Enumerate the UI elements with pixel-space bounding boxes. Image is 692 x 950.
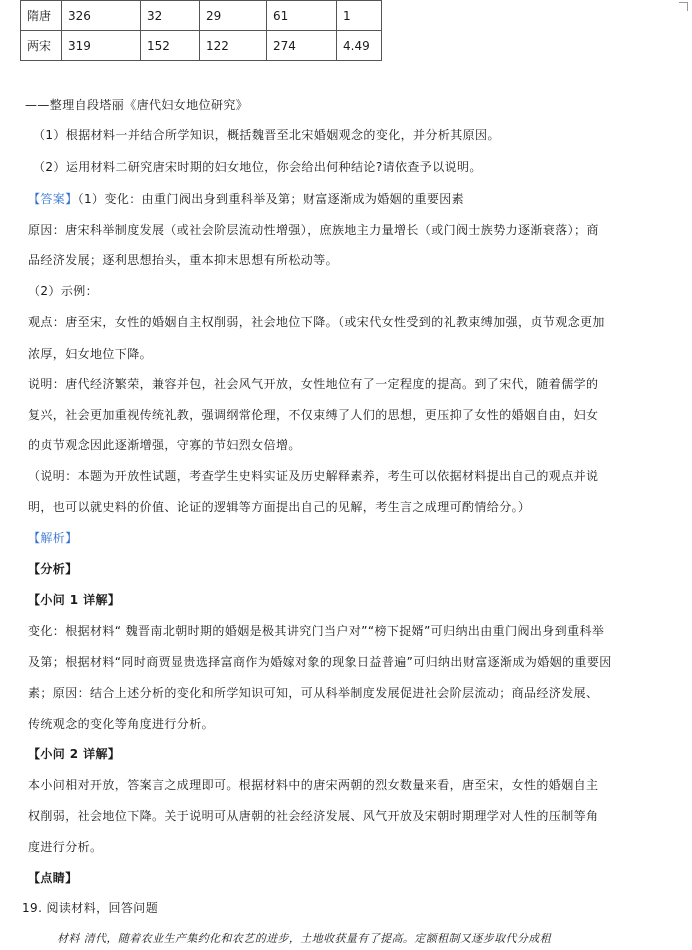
table-cell: 两宋 <box>21 31 62 61</box>
table-cell: 隋唐 <box>21 1 62 31</box>
question-1: （1）根据材料一并结合所学知识，概括魏晋至北宋婚姻观念的变化，并分析其原因。 <box>33 128 500 142</box>
table-cell: 326 <box>62 1 141 31</box>
table-cell: 319 <box>62 31 141 61</box>
detail-1-line: 变化：根据材料“ 魏晋南北朝时期的婚姻是极其讲究门当户对”“榜下捉婿”可归纳出由重门阀出身到重科举 <box>28 624 605 638</box>
xiaowen-2-tag: 【小问 2 详解】 <box>28 747 121 761</box>
dianjing-tag: 【点睛】 <box>28 871 78 885</box>
answer-block <box>28 190 464 207</box>
source-citation: ——整理自段塔丽《唐代妇女地位研究》 <box>25 98 249 112</box>
corner-mark <box>679 2 688 11</box>
explain-line: 说明：唐代经济繁荣，兼容并包，社会风气开放，女性地位有了一定程度的提高。到了宋代，随着儒学的 <box>28 377 599 391</box>
explain-line: 的贞节观念因此逐渐增强，守寡的节妇烈女倍增。 <box>28 438 301 452</box>
data-table <box>20 0 382 61</box>
detail-2-line: 本小问相对开放，答案言之成理即可。根据材料中的唐宋两朝的烈女数量来看，唐至宋，女性的婚姻自主 <box>28 778 599 792</box>
table-row <box>21 31 382 61</box>
question-19: 19. 阅读材料，回答问题 <box>22 901 159 915</box>
explain-line: 复兴，社会更加重视传统礼教，强调纲常伦理，不仅束缚了人们的思想，更压抑了女性的婚姻自由，妇女 <box>28 408 599 422</box>
table-row <box>21 1 382 31</box>
question-2: （2）运用材料二研究唐宋时期的妇女地位，你会给出何种结论?请依查予以说明。 <box>33 160 482 174</box>
answer-line: （2）示例： <box>28 284 99 298</box>
note-line: 明，也可以就史料的价值、论证的逻辑等方面提出自己的见解，考生言之成理可酌情给分。） <box>28 500 531 514</box>
table-cell: 1 <box>337 1 382 31</box>
table-cell: 274 <box>267 31 337 61</box>
analysis-tag: 【解析】 <box>28 531 78 545</box>
answer-line: （1）变化：由重门阀出身到重科举及第；财富逐渐成为婚姻的重要因素 <box>77 192 465 206</box>
detail-2-line: 权削弱，社会地位下降。关于说明可从唐朝的社会经济发展、风气开放及宋朝时期理学对人性的压制等角 <box>28 809 599 823</box>
answer-tag: 【答案】 <box>28 192 78 206</box>
detail-1-line: 及第；根据材料“同时商贾显贵选择富商作为婚嫁对象的现象日益普遍”可归纳出财富逐渐成为婚姻的重要因 <box>28 655 612 669</box>
material-line: 材料 清代，随着农业生产集约化和农艺的进步，土地收获量有了提高。定额租制又逐步取代分成租 <box>57 932 552 945</box>
table-cell: 29 <box>200 1 267 31</box>
table-cell: 152 <box>141 31 200 61</box>
answer-line: 原因：唐宋科举制度发展（或社会阶层流动性增强），庶族地主力量增长（或门阀士族势力逐渐衰落）；商 <box>28 223 599 237</box>
answer-line: 品经济发展；逐利思想抬头，重本抑末思想有所松动等。 <box>28 253 339 267</box>
table-cell: 4.49 <box>337 31 382 61</box>
fenxi-tag: 【分析】 <box>28 562 78 576</box>
note-line: （说明：本题为开放性试题，考查学生史料实证及历史解释素养，考生可以依据材料提出自己的观点并说 <box>28 469 599 483</box>
detail-1-line: 素；原因：结合上述分析的变化和所学知识可知，可从科举制度发展促进社会阶层流动；商品经济发展、 <box>28 686 599 700</box>
table-cell: 122 <box>200 31 267 61</box>
view-line: 观点：唐至宋，女性的婚姻自主权削弱，社会地位下降。（或宋代女性受到的礼教束缚加强，贞节观念更加 <box>28 315 605 329</box>
table-cell: 61 <box>267 1 337 31</box>
xiaowen-1-tag: 【小问 1 详解】 <box>28 593 121 607</box>
detail-1-line: 传统观念的变化等角度进行分析。 <box>28 717 215 731</box>
table-cell: 32 <box>141 1 200 31</box>
detail-2-line: 度进行分析。 <box>28 840 103 854</box>
view-line: 浓厚，妇女地位下降。 <box>28 347 153 361</box>
